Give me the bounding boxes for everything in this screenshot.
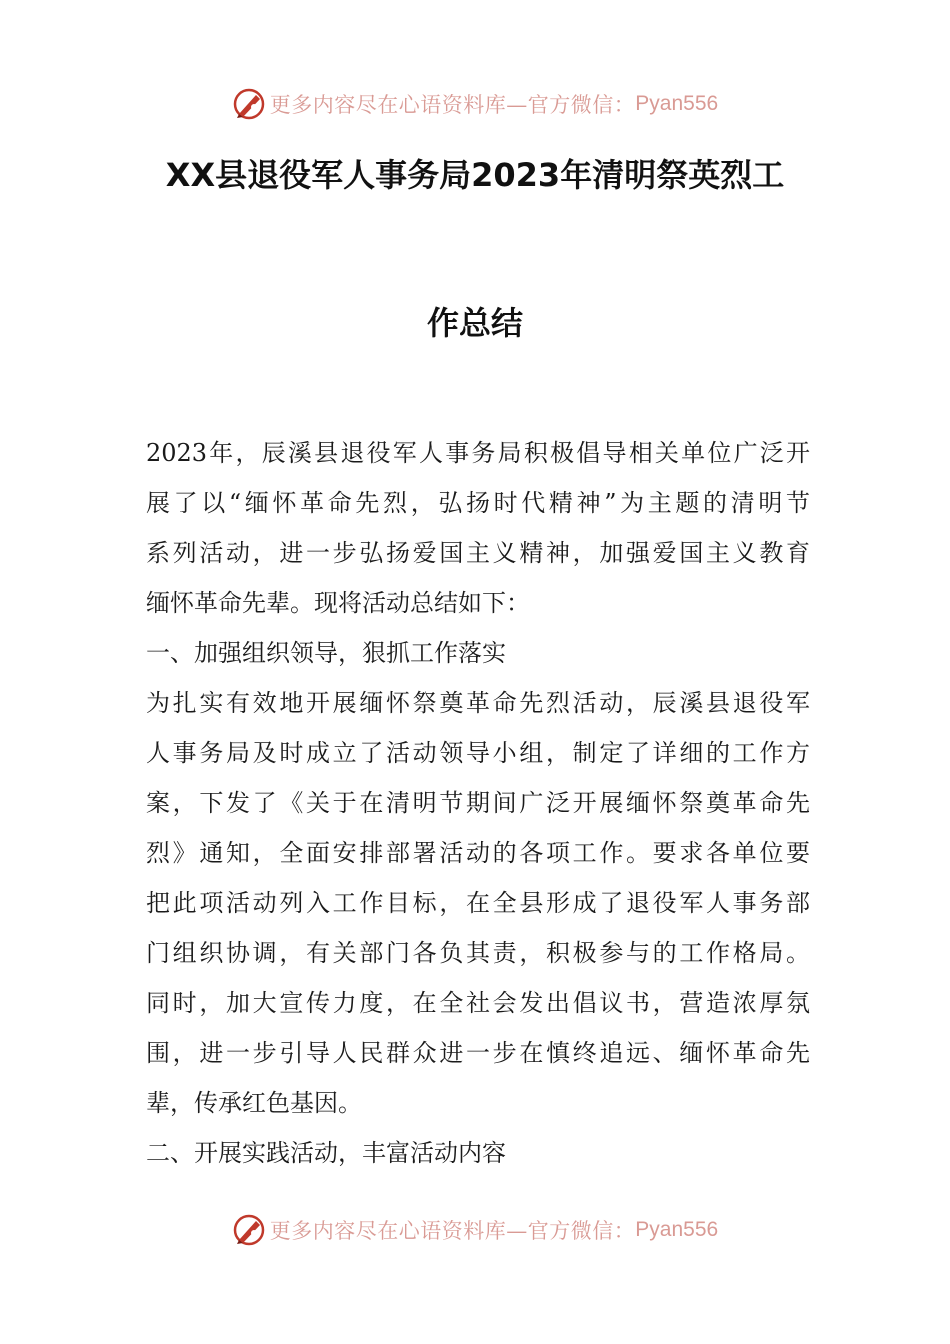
- body-line: 案，下发了《关于在清明节期间广泛开展缅怀祭奠革命先: [146, 789, 810, 817]
- body-line: 辈，传承红色基因。: [146, 1089, 362, 1117]
- watermark-wechat-id: Pyan556: [635, 92, 719, 115]
- body-line: 烈》通知，全面安排部署活动的各项工作。要求各单位要: [146, 839, 810, 867]
- watermark-wechat-id: Pyan556: [635, 1218, 719, 1241]
- body-line: 展了以“缅怀革命先烈，弘扬时代精神”为主题的清明节: [146, 489, 810, 517]
- body-line: 系列活动，进一步弘扬爱国主义精神，加强爱国主义教育: [146, 539, 810, 567]
- watermark-text: 更多内容尽在心语资料库—官方微信：: [269, 93, 636, 117]
- body-line: 围，进一步引导人民群众进一步在慎终追远、缅怀革命先: [146, 1039, 810, 1067]
- footer-watermark: [0, 1210, 950, 1250]
- pen-logo-icon: [232, 87, 266, 121]
- header-watermark: [0, 84, 950, 124]
- watermark-text: 更多内容尽在心语资料库—官方微信：: [269, 1219, 636, 1243]
- document-title-line-1: XX县退役军人事务局2023年清明祭英烈工: [165, 156, 785, 194]
- document-title-line-2: 作总结: [426, 304, 523, 342]
- document-body: [146, 428, 810, 1178]
- body-line: 2023年，辰溪县退役军人事务局积极倡导相关单位广泛开: [146, 439, 810, 467]
- section-heading-2: 二、开展实践活动，丰富活动内容: [146, 1139, 506, 1167]
- body-line: 缅怀革命先辈。现将活动总结如下：: [146, 589, 530, 617]
- body-line: 门组织协调，有关部门各负其责，积极参与的工作格局。: [146, 939, 810, 967]
- body-line: 同时，加大宣传力度，在全社会发出倡议书，营造浓厚氛: [146, 989, 810, 1017]
- body-line: 把此项活动列入工作目标，在全县形成了退役军人事务部: [146, 889, 810, 917]
- body-line: 为扎实有效地开展缅怀祭奠革命先烈活动，辰溪县退役军: [146, 689, 810, 717]
- section-heading-1: 一、加强组织领导，狠抓工作落实: [146, 639, 506, 667]
- pen-logo-icon: [232, 1213, 266, 1247]
- body-line: 人事务局及时成立了活动领导小组，制定了详细的工作方: [146, 739, 810, 767]
